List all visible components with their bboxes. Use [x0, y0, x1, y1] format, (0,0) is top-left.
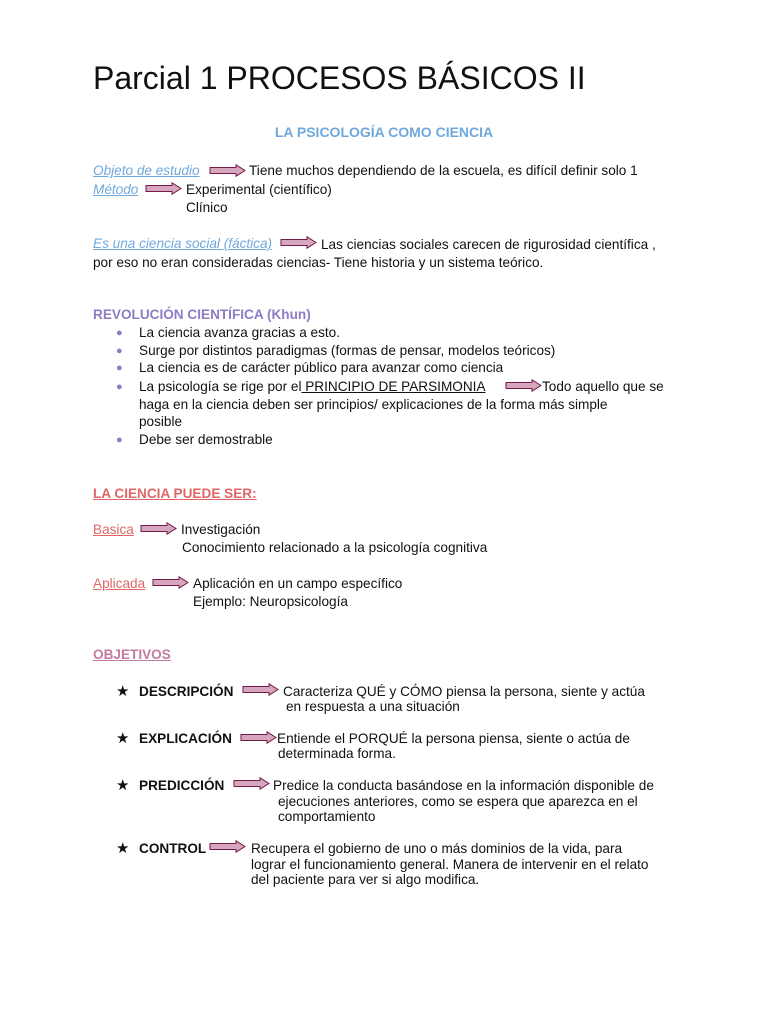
ciencia-heading: LA CIENCIA PUEDE SER:: [93, 486, 257, 501]
aplicada-text-1: Aplicación en un campo específico: [193, 576, 403, 591]
prediccion-label: PREDICCIÓN: [139, 778, 225, 793]
principio-parsimonia: PRINCIPIO DE PARSIMONIA: [301, 379, 486, 394]
bullet-4-suffix: Todo aquello que se: [542, 379, 664, 394]
right-arrow-icon: [240, 731, 278, 745]
revolucion-bullet-2: Surge por distintos paradigmas (formas de pensar, modelos teóricos): [139, 343, 556, 358]
right-arrow-icon: [209, 164, 247, 178]
section-heading-psicologia: LA PSICOLOGÍA COMO CIENCIA: [274, 124, 494, 140]
control-label: CONTROL: [139, 841, 207, 856]
objeto-text: Tiene muchos dependiendo de la escuela, es difícil definir solo 1: [249, 163, 638, 178]
social-text-1: Las ciencias sociales carecen de rigurosidad científica ,: [321, 237, 656, 252]
descripcion-text-1: Caracteriza QUÉ y CÓMO piensa la persona, siente y actúa: [283, 684, 645, 699]
ciencia-social-link[interactable]: Es una ciencia social (fáctica): [93, 236, 273, 251]
right-arrow-icon: [505, 379, 543, 393]
objetivos-heading: OBJETIVOS: [93, 647, 171, 662]
prediccion-text-3: comportamiento: [278, 809, 376, 824]
descripcion-label: DESCRIPCIÓN: [139, 684, 234, 699]
star-icon: ★: [116, 840, 130, 857]
star-icon: ★: [116, 777, 130, 794]
objeto-de-estudio-link[interactable]: Objeto de estudio: [93, 163, 200, 178]
basica-text-1: Investigación: [181, 522, 261, 537]
revolucion-bullet-3: La ciencia es de carácter público para avanzar como ciencia: [139, 360, 504, 375]
star-icon: ★: [116, 683, 130, 700]
bullet-4-line-3: posible: [139, 414, 183, 429]
right-arrow-icon: [152, 576, 190, 590]
right-arrow-icon: [242, 683, 280, 697]
bullet-4-prefix: La psicología se rige por el: [139, 379, 302, 394]
explicacion-text-2: determinada forma.: [278, 746, 396, 761]
right-arrow-icon: [209, 840, 247, 854]
bullet-dot-icon: ●: [116, 434, 123, 446]
descripcion-text-2: en respuesta a una situación: [286, 699, 460, 714]
basica-link[interactable]: Basica: [93, 522, 134, 537]
prediccion-text-2: ejecuciones anteriores, como se espera que aparezca en el: [278, 794, 638, 809]
prediccion-text-1: Predice la conducta basándose en la información disponible de: [273, 778, 654, 793]
right-arrow-icon: [233, 777, 271, 791]
revolucion-bullet-1: La ciencia avanza gracias a esto.: [139, 325, 341, 340]
star-icon: ★: [116, 730, 130, 747]
page-title: Parcial 1 PROCESOS BÁSICOS II: [93, 60, 586, 96]
right-arrow-icon: [145, 182, 183, 196]
bullet-dot-icon: ●: [116, 327, 123, 339]
metodo-link[interactable]: Método: [93, 182, 139, 197]
aplicada-link[interactable]: Aplicada: [93, 576, 146, 591]
right-arrow-icon: [140, 522, 178, 536]
revolucion-bullet-5: Debe ser demostrable: [139, 432, 273, 447]
social-text-2: por eso no eran consideradas ciencias- Tiene historia y un sistema teórico.: [93, 255, 544, 270]
metodo-text-2: Clínico: [186, 200, 228, 215]
explicacion-label: EXPLICACIÓN: [139, 731, 232, 746]
revolucion-heading: REVOLUCIÓN CIENTÍFICA (Khun): [93, 307, 311, 322]
basica-text-2: Conocimiento relacionado a la psicología cognitiva: [182, 540, 488, 555]
aplicada-text-2: Ejemplo: Neuropsicología: [193, 594, 348, 609]
bullet-dot-icon: ●: [116, 345, 123, 357]
control-text-1: Recupera el gobierno de uno o más dominios de la vida, para: [251, 841, 623, 856]
control-text-3: del paciente para ver si algo modifica.: [251, 872, 480, 887]
bullet-dot-icon: ●: [116, 381, 123, 393]
right-arrow-icon: [280, 236, 318, 250]
metodo-text-1: Experimental (científico): [186, 182, 332, 197]
revolucion-bullet-4: [139, 379, 486, 395]
explicacion-text-1: Entiende el PORQUÉ la persona piensa, siente o actúa de: [277, 731, 630, 746]
bullet-dot-icon: ●: [116, 362, 123, 374]
bullet-4-line-2: haga en la ciencia deben ser principios/ explicaciones de la forma más simple: [139, 397, 608, 412]
control-text-2: lograr el funcionamiento general. Manera de intervenir en el relato: [251, 857, 649, 872]
